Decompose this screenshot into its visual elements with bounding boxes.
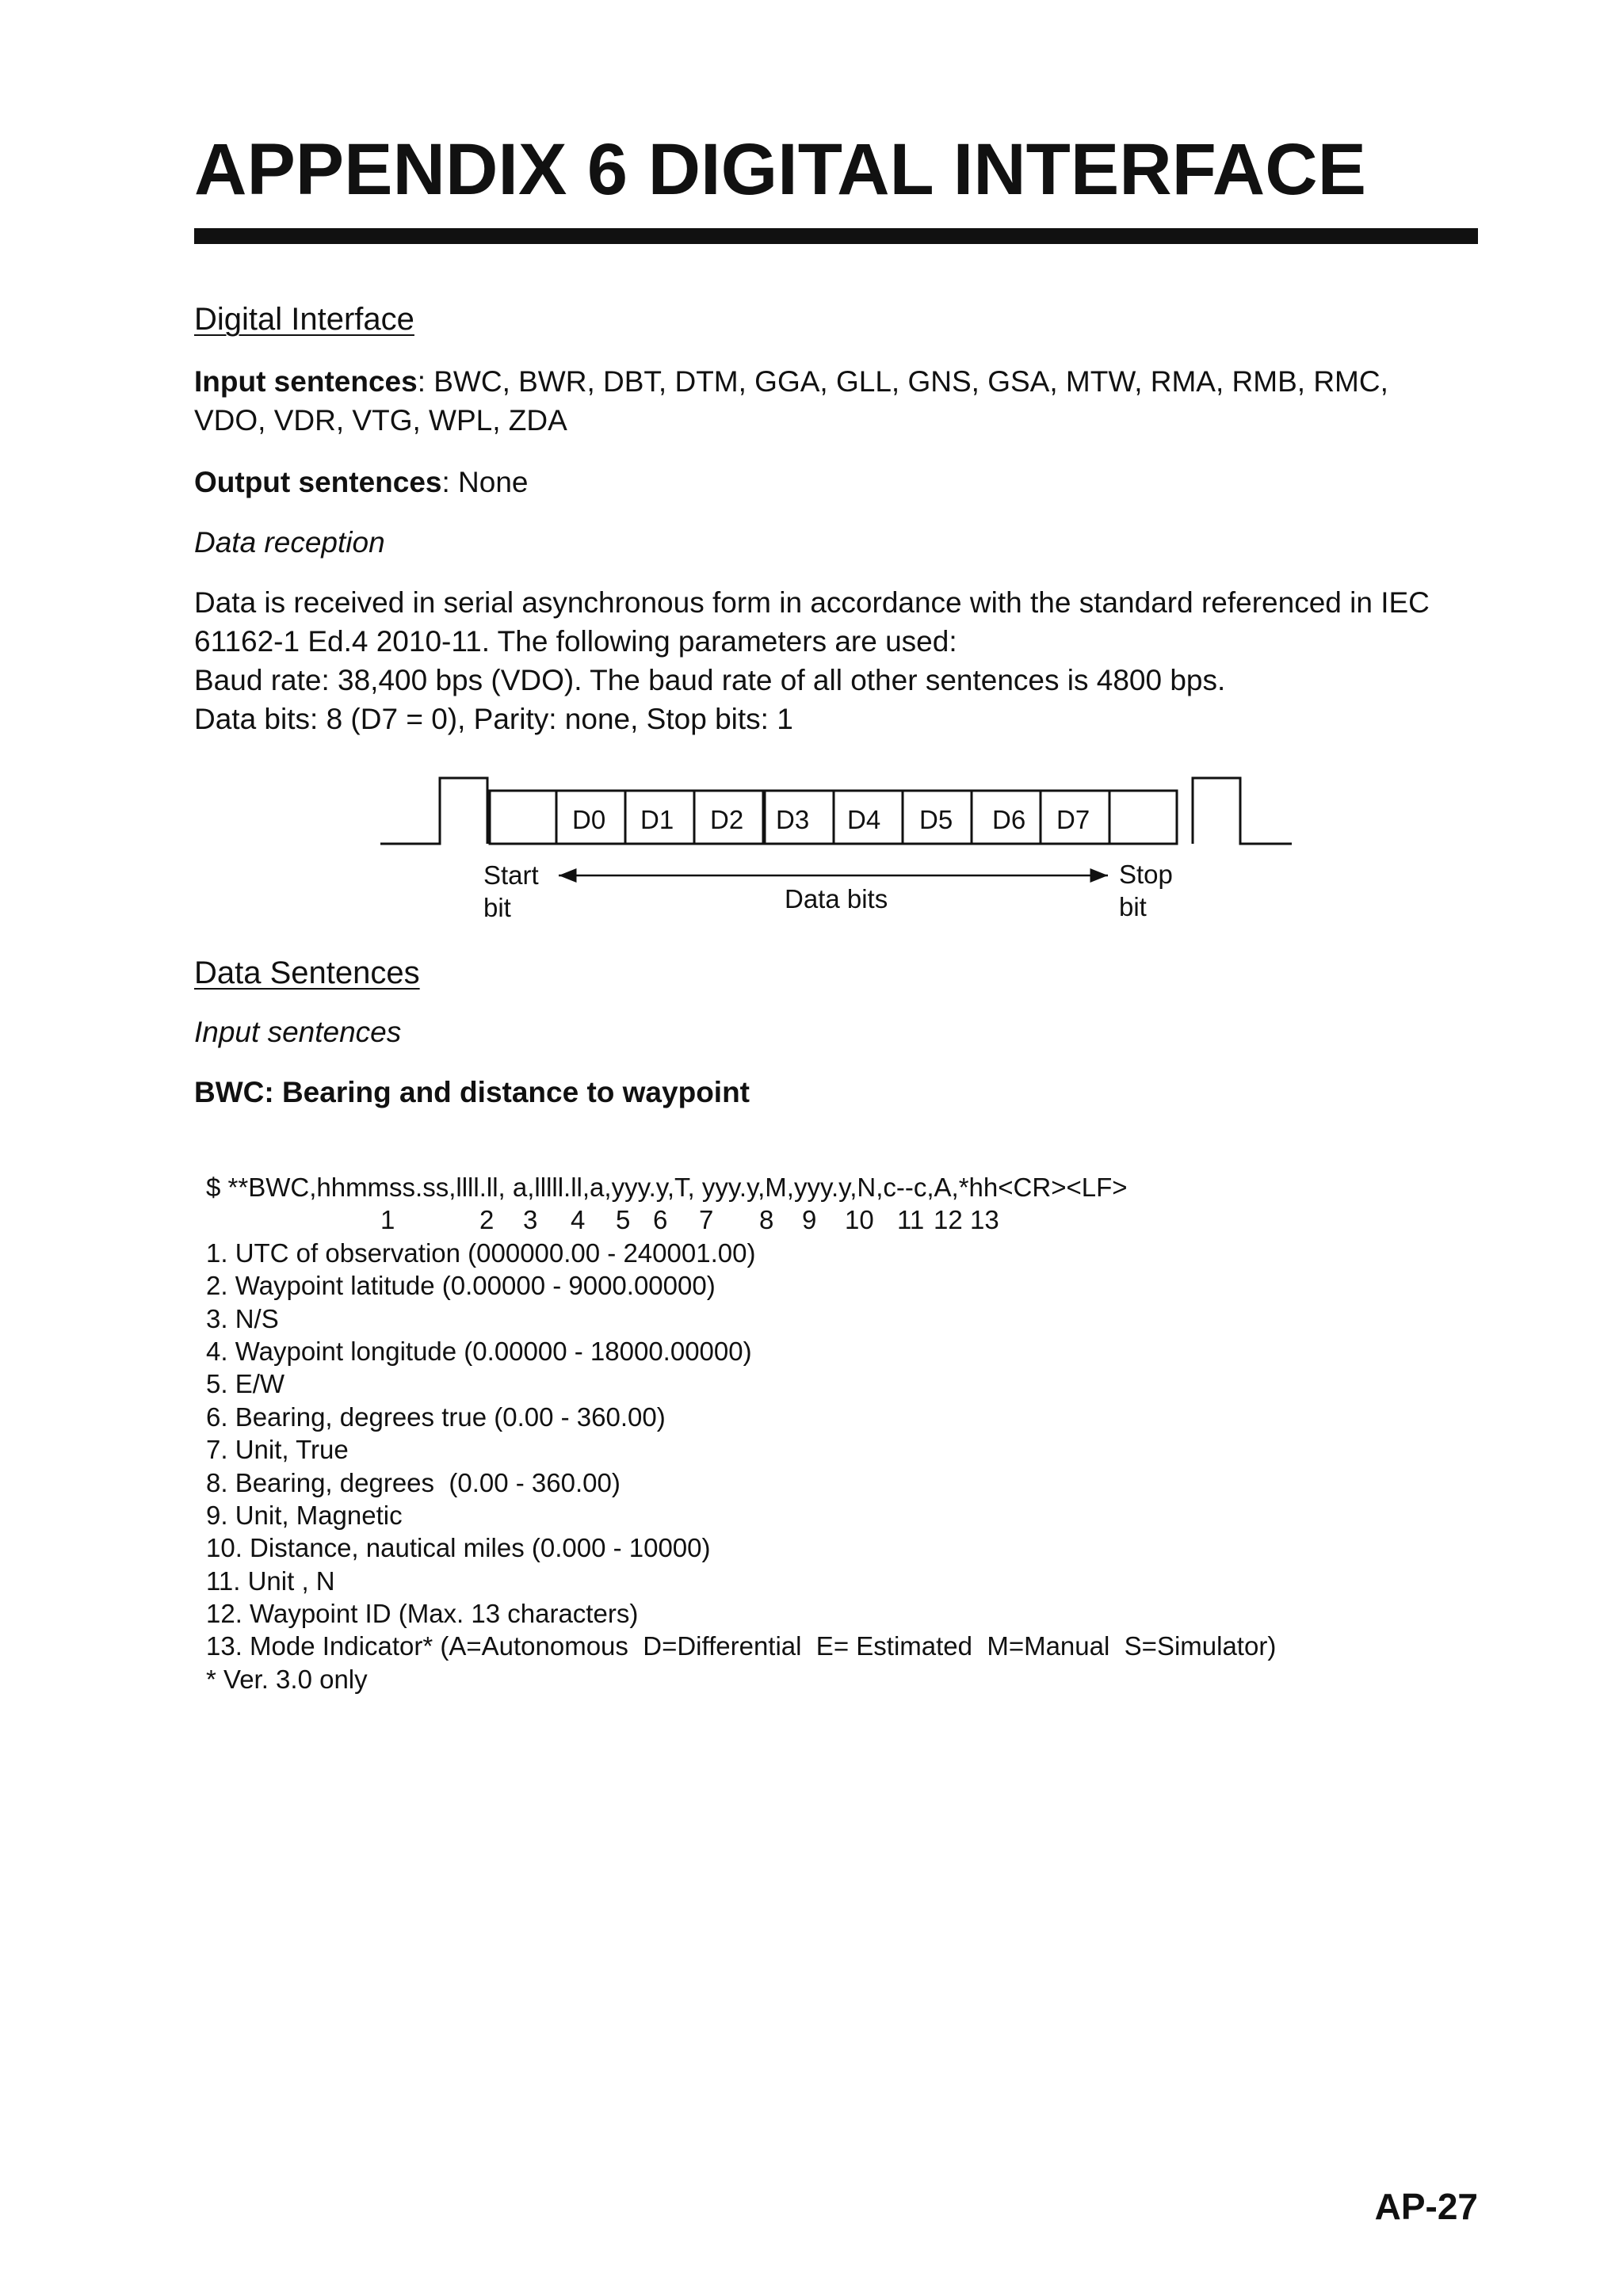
stop-bit-cell xyxy=(1109,791,1177,844)
timing-diagram-svg xyxy=(372,776,1308,935)
data-reception-heading: Data reception xyxy=(194,526,385,559)
field-index: 8 xyxy=(759,1205,774,1235)
bit-label-d1: D1 xyxy=(640,805,674,834)
input-sentences-paragraph xyxy=(194,362,1446,440)
data-reception-text xyxy=(194,583,1478,738)
start-bit-cell xyxy=(490,791,556,844)
input-sentences-label: Input sentences xyxy=(194,365,418,398)
input-sentences-subheading: Input sentences xyxy=(194,1016,402,1048)
page-title: APPENDIX 6 DIGITAL INTERFACE xyxy=(194,129,1367,210)
bwc-format-line: $ **BWC,hhmmss.ss,llll.ll, a,lllll.ll,a,yyy.y,T, yyy.y,M,yyy.y,N,c--c,A,*hh<CR><LF> xyxy=(206,1173,1128,1202)
stop-label-line1: Stop xyxy=(1119,860,1173,889)
output-sentences-label: Output sentences xyxy=(194,466,442,498)
reception-line: 61162-1 Ed.4 2010-11. The following parameters are used: xyxy=(194,625,957,658)
field-index: 5 xyxy=(616,1205,631,1235)
field-index: 13 xyxy=(970,1205,999,1235)
timing-waveform xyxy=(380,778,1292,844)
bwc-field: 12. Waypoint ID (Max. 13 characters) xyxy=(206,1599,639,1629)
data-bits-label: Data bits xyxy=(785,884,888,913)
digital-interface-heading: Digital Interface xyxy=(194,302,414,337)
bwc-footnote: * Ver. 3.0 only xyxy=(206,1664,368,1694)
start-label-line1: Start xyxy=(483,860,539,890)
bwc-field: 3. N/S xyxy=(206,1303,279,1333)
field-index: 12 xyxy=(934,1205,963,1235)
bwc-field: 6. Bearing, degrees true (0.00 - 360.00) xyxy=(206,1402,666,1432)
bwc-field: 9. Unit, Magnetic xyxy=(206,1500,403,1530)
field-index: 7 xyxy=(699,1205,714,1235)
reception-line: Data bits: 8 (D7 = 0), Parity: none, Stop bits: 1 xyxy=(194,703,793,735)
bit-label-d4: D4 xyxy=(847,805,881,834)
field-index: 2 xyxy=(479,1205,495,1235)
field-index: 6 xyxy=(653,1205,668,1235)
data-sentences-heading: Data Sentences xyxy=(194,955,420,990)
bwc-field: 8. Bearing, degrees (0.00 - 360.00) xyxy=(206,1467,621,1497)
stop-label-line2: bit xyxy=(1119,892,1147,921)
bwc-field: 10. Distance, nautical miles (0.000 - 10000) xyxy=(206,1533,711,1563)
bit-label-d5: D5 xyxy=(919,805,953,834)
bit-label-d7: D7 xyxy=(1056,805,1090,834)
bwc-field: 1. UTC of observation (000000.00 - 240001.00) xyxy=(206,1238,756,1268)
start-label-line2: bit xyxy=(483,893,511,922)
title-rule xyxy=(194,228,1478,244)
bwc-title: BWC: Bearing and distance to waypoint xyxy=(194,1076,750,1108)
field-index: 10 xyxy=(845,1205,874,1235)
data-bit-cells xyxy=(556,791,1109,844)
field-index: 11 xyxy=(897,1205,925,1235)
page-number: AP-27 xyxy=(1374,2186,1478,2227)
output-sentences-paragraph xyxy=(194,463,1478,502)
reception-line: Data is received in serial asynchronous form in accordance with the standard referenced in IEC xyxy=(194,586,1430,619)
field-index: 4 xyxy=(571,1205,586,1235)
field-index: 3 xyxy=(523,1205,538,1235)
bwc-field: 2. Waypoint latitude (0.00000 - 9000.00000) xyxy=(206,1271,716,1301)
serial-timing-diagram xyxy=(372,776,1308,935)
bwc-field-index-row xyxy=(206,1203,1474,1236)
bwc-sentence-block xyxy=(206,1171,1474,1695)
bwc-field: 7. Unit, True xyxy=(206,1435,349,1465)
reception-line: Baud rate: 38,400 bps (VDO). The baud rate of all other sentences is 4800 bps. xyxy=(194,664,1226,696)
bwc-field: 5. E/W xyxy=(206,1369,285,1399)
bwc-field: 11. Unit , N xyxy=(206,1566,335,1596)
bwc-field: 4. Waypoint longitude (0.00000 - 18000.00000) xyxy=(206,1336,752,1366)
bit-label-d3: D3 xyxy=(776,805,810,834)
bit-label-d2: D2 xyxy=(710,805,744,834)
output-sentences-value: : None xyxy=(441,466,529,498)
input-sentences-list: : BWC, BWR, DBT, DTM, GGA, GLL, GNS, GSA, MTW, RMA, RMB, RMC, VDO, VDR, VTG, WPL, ZDA xyxy=(194,365,1388,437)
bit-label-d0: D0 xyxy=(572,805,606,834)
bit-label-d6: D6 xyxy=(992,805,1026,834)
bwc-field: 13. Mode Indicator* (A=Autonomous D=Differential E= Estimated M=Manual S=Simulator) xyxy=(206,1631,1277,1661)
field-index: 9 xyxy=(802,1205,817,1235)
field-index: 1 xyxy=(380,1205,395,1235)
